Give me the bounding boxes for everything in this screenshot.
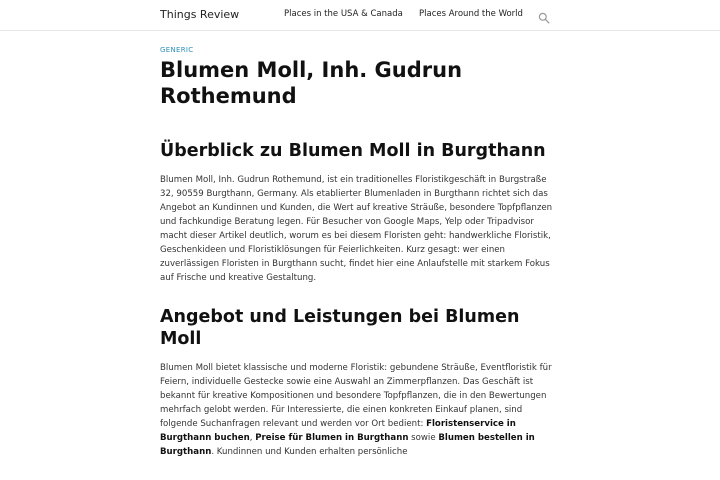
section-heading-services: Angebot und Leistungen bei Blumen Moll (160, 307, 520, 349)
search-icon[interactable] (538, 9, 550, 21)
nav-link-around-world[interactable]: Places Around the World (419, 9, 523, 19)
section-heading-overview: Überblick zu Blumen Moll in Burgthann (160, 141, 546, 161)
services-text-sep-2: sowie (408, 433, 439, 443)
services-keyword-prices: Preise für Blumen in Burgthann (255, 433, 409, 443)
page-title: Blumen Moll, Inh. Gudrun Rothemund (160, 58, 463, 108)
services-keyword-order: Blumen bestellen in Burgthann (160, 433, 535, 457)
services-text-sep-1: , (249, 433, 256, 443)
services-text-intro: Blumen Moll bietet klassische und moderne Floristik: gebundene Sträuße, Eventfloristik für Feiern, individuelle Gestecke sowie eine Auswahl an Zimmerpflanzen. Das Geschäft ist bekannt für kreative Kompositionen und besondere Topfpflanzen, die in den Bewertungen mehrfach gelobt werden. Für Interessierte, die einen konkreten Einkauf planen, sind folgende Suchanfragen relevant und werden vor Ort bedient: (160, 363, 552, 429)
services-keyword-booking: Floristenservice in Burgthann buchen (160, 419, 516, 443)
services-text-outro: . Kundinnen und Kunden erhalten persönliche (211, 447, 408, 457)
category-link[interactable]: GENERIC (160, 46, 194, 54)
section-paragraph-services (160, 361, 560, 459)
nav-link-usa-canada[interactable]: Places in the USA & Canada (284, 9, 403, 19)
section-paragraph-overview: Blumen Moll, Inh. Gudrun Rothemund, ist ein traditionelles Floristikgeschäft in Burgstraße 32, 90559 Burgthann, Germany. Als etablierter Blumenladen in Burgthann richtet sich das Angebot an Kundinnen und Kunden, die Wert auf kreative Sträuße, besondere Topfpflanzen und fachkundige Beratung legen. Für Besucher von Google Maps, Yelp oder Tripadvisor macht dieser Artikel deutlich, worum es bei diesem Floristen geht: handwerkliche Floristik, Geschenkideen und Floristiklösungen für Feierlichkeiten. Kurz gesagt: wer einen zuverlässigen Floristen in Burgthann sucht, findet hier eine Anlaufstelle mit starkem Fokus auf Frische und kreative Gestaltung. (160, 175, 553, 283)
site-header (0, 0, 720, 31)
article-content (160, 46, 560, 480)
site-brand-link[interactable]: Things Review (160, 8, 240, 21)
